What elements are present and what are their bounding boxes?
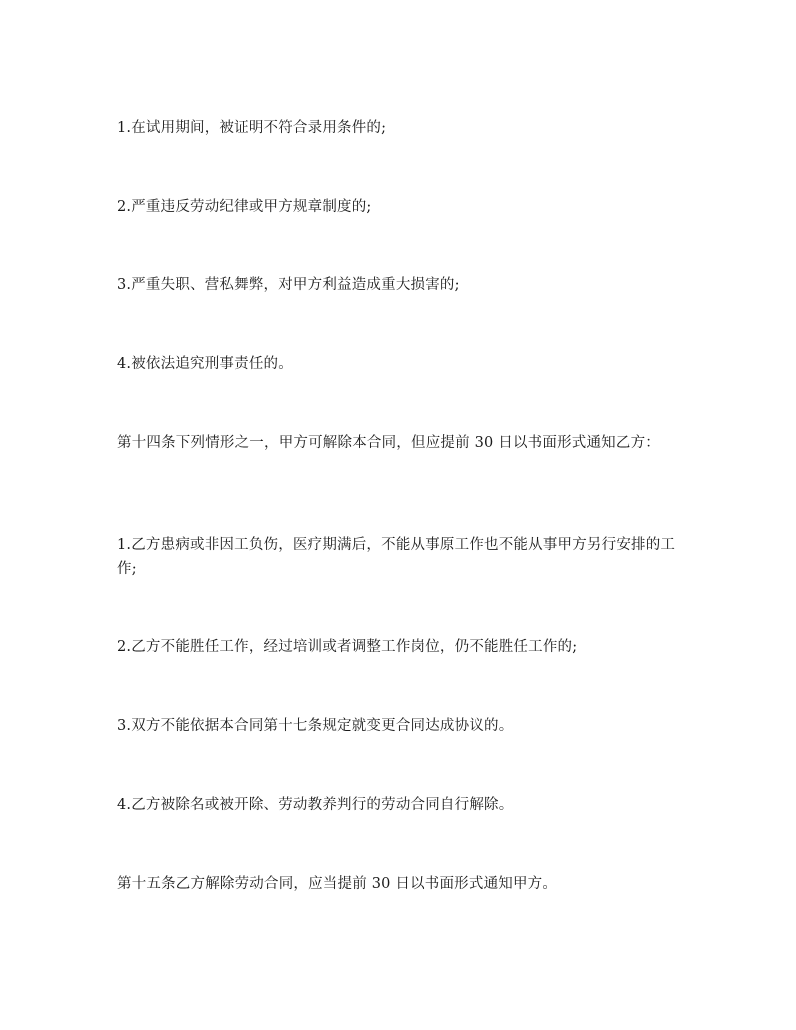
article-14-item-2-incompetence: 2.乙方不能胜任工作，经过培训或者调整工作岗位，仍不能胜任工作的; xyxy=(117,639,578,655)
article-14-heading: 第十四条下列情形之一，甲方可解除本合同，但应提前 30 日以书面形式通知乙方： xyxy=(117,435,660,451)
clause-item-3-dereliction: 3.严重失职、营私舞弊，对甲方利益造成重大损害的; xyxy=(117,277,460,293)
article-15-heading: 第十五条乙方解除劳动合同，应当提前 30 日以书面形式通知甲方。 xyxy=(117,876,558,892)
article-14-item-4-dismissal: 4.乙方被除名或被开除、劳动教养判行的劳动合同自行解除。 xyxy=(117,797,514,813)
article-14-item-3-no-agreement: 3.双方不能依据本合同第十七条规定就变更合同达成协议的。 xyxy=(117,718,514,734)
article-14-item-1-illness: 1.乙方患病或非因工负伤，医疗期满后，不能从事原工作也不能从事甲方另行安排的工作; xyxy=(117,537,676,577)
clause-item-2-discipline: 2.严重违反劳动纪律或甲方规章制度的; xyxy=(117,199,372,215)
clause-item-4-criminal: 4.被依法追究刑事责任的。 xyxy=(117,356,293,372)
clause-item-1-probation: 1.在试用期间，被证明不符合录用条件的; xyxy=(117,120,387,136)
